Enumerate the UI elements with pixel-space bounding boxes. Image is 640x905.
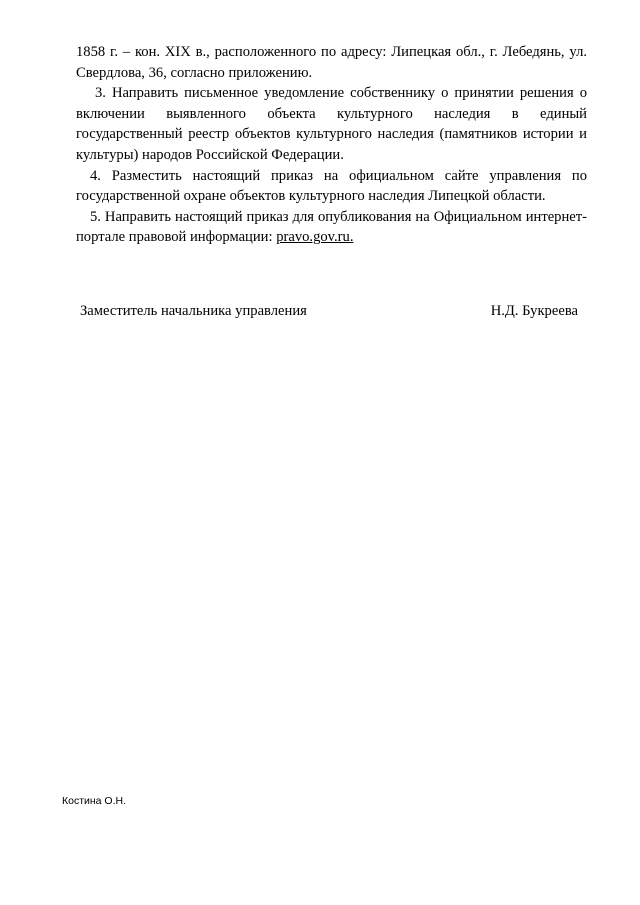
signature-block [80,301,578,321]
signatory-name: Н.Д. Букреева [490,303,578,319]
paragraph-5-publish-portal [76,207,587,248]
executor-name: Костина О.Н. [62,795,127,807]
signatory-position: Заместитель начальника управления [80,303,307,319]
paragraph-object-address: 1858 г. – кон. XIX в., расположенного по адресу: Липецкая обл., г. Лебедянь, ул. Свердлова, 36, согласно приложению. [76,44,587,81]
paragraph-4-publish-site: 4. Разместить настоящий приказ на официальном сайте управления по государственной охране объектов культурного наследия Липецкой области. [76,167,587,205]
pravo-link[interactable]: pravo.gov.ru. [276,229,354,246]
paragraph-3-notify-owner: 3. Направить письменное уведомление собственнику о принятии решения о включении выявленного объекта культурного наследия в единый государственный реестр объектов культурного наследия (памятников истории и культуры) народов Российской Федерации. [76,85,587,163]
document-body [76,42,587,248]
paragraph-5-text: 5. Направить настоящий приказ для опубликования на Официальном интернет-портале правовой информации: [76,208,587,246]
